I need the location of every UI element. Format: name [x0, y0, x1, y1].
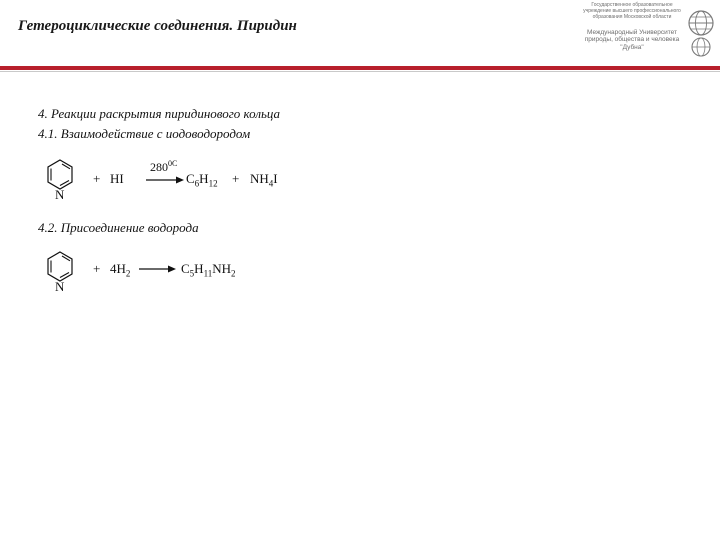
reaction-1: [44, 156, 344, 208]
header-grey-rule: [0, 71, 720, 72]
plus-sign-2: +: [232, 171, 240, 186]
product-formula-2: $C_5H_{11}NH_2$: [181, 261, 236, 279]
byproduct-formula: $NH_4I$: [250, 171, 278, 189]
subsection-heading-1: 4.1. Взаимодействие с иодоводородом: [38, 126, 251, 141]
globe-icon: [686, 7, 716, 57]
reaction-2: [44, 248, 344, 300]
section-heading: 4. Реакции раскрытия пиридинового кольца: [38, 106, 281, 121]
plus-sign-3: +: [93, 261, 101, 276]
header-red-rule: [0, 66, 720, 70]
reagent-hi: HI: [110, 171, 124, 186]
product-formula-1: $C_6H_{12}$: [186, 171, 218, 189]
condition-unit: 0C: [168, 159, 178, 168]
plus-sign-1: +: [93, 171, 101, 186]
reagent-h2: $4H_2$: [110, 261, 131, 279]
ring-nitrogen-1: N: [55, 187, 65, 202]
university-logo: [578, 3, 716, 59]
logo-small-text: Государственное образовательное учреждение высшего профессионального образования Московской области: [583, 2, 681, 20]
reaction-condition: $280^{0C}$: [150, 159, 178, 174]
ring-nitrogen-2: N: [55, 279, 65, 294]
logo-main-text: Международный Университет природы, общества и человека "Дубна": [584, 29, 680, 51]
subsection-heading-2: 4.2. Присоединение водорода: [38, 220, 199, 235]
slide-title: Гетероциклические соединения. Пиридин: [18, 18, 297, 34]
